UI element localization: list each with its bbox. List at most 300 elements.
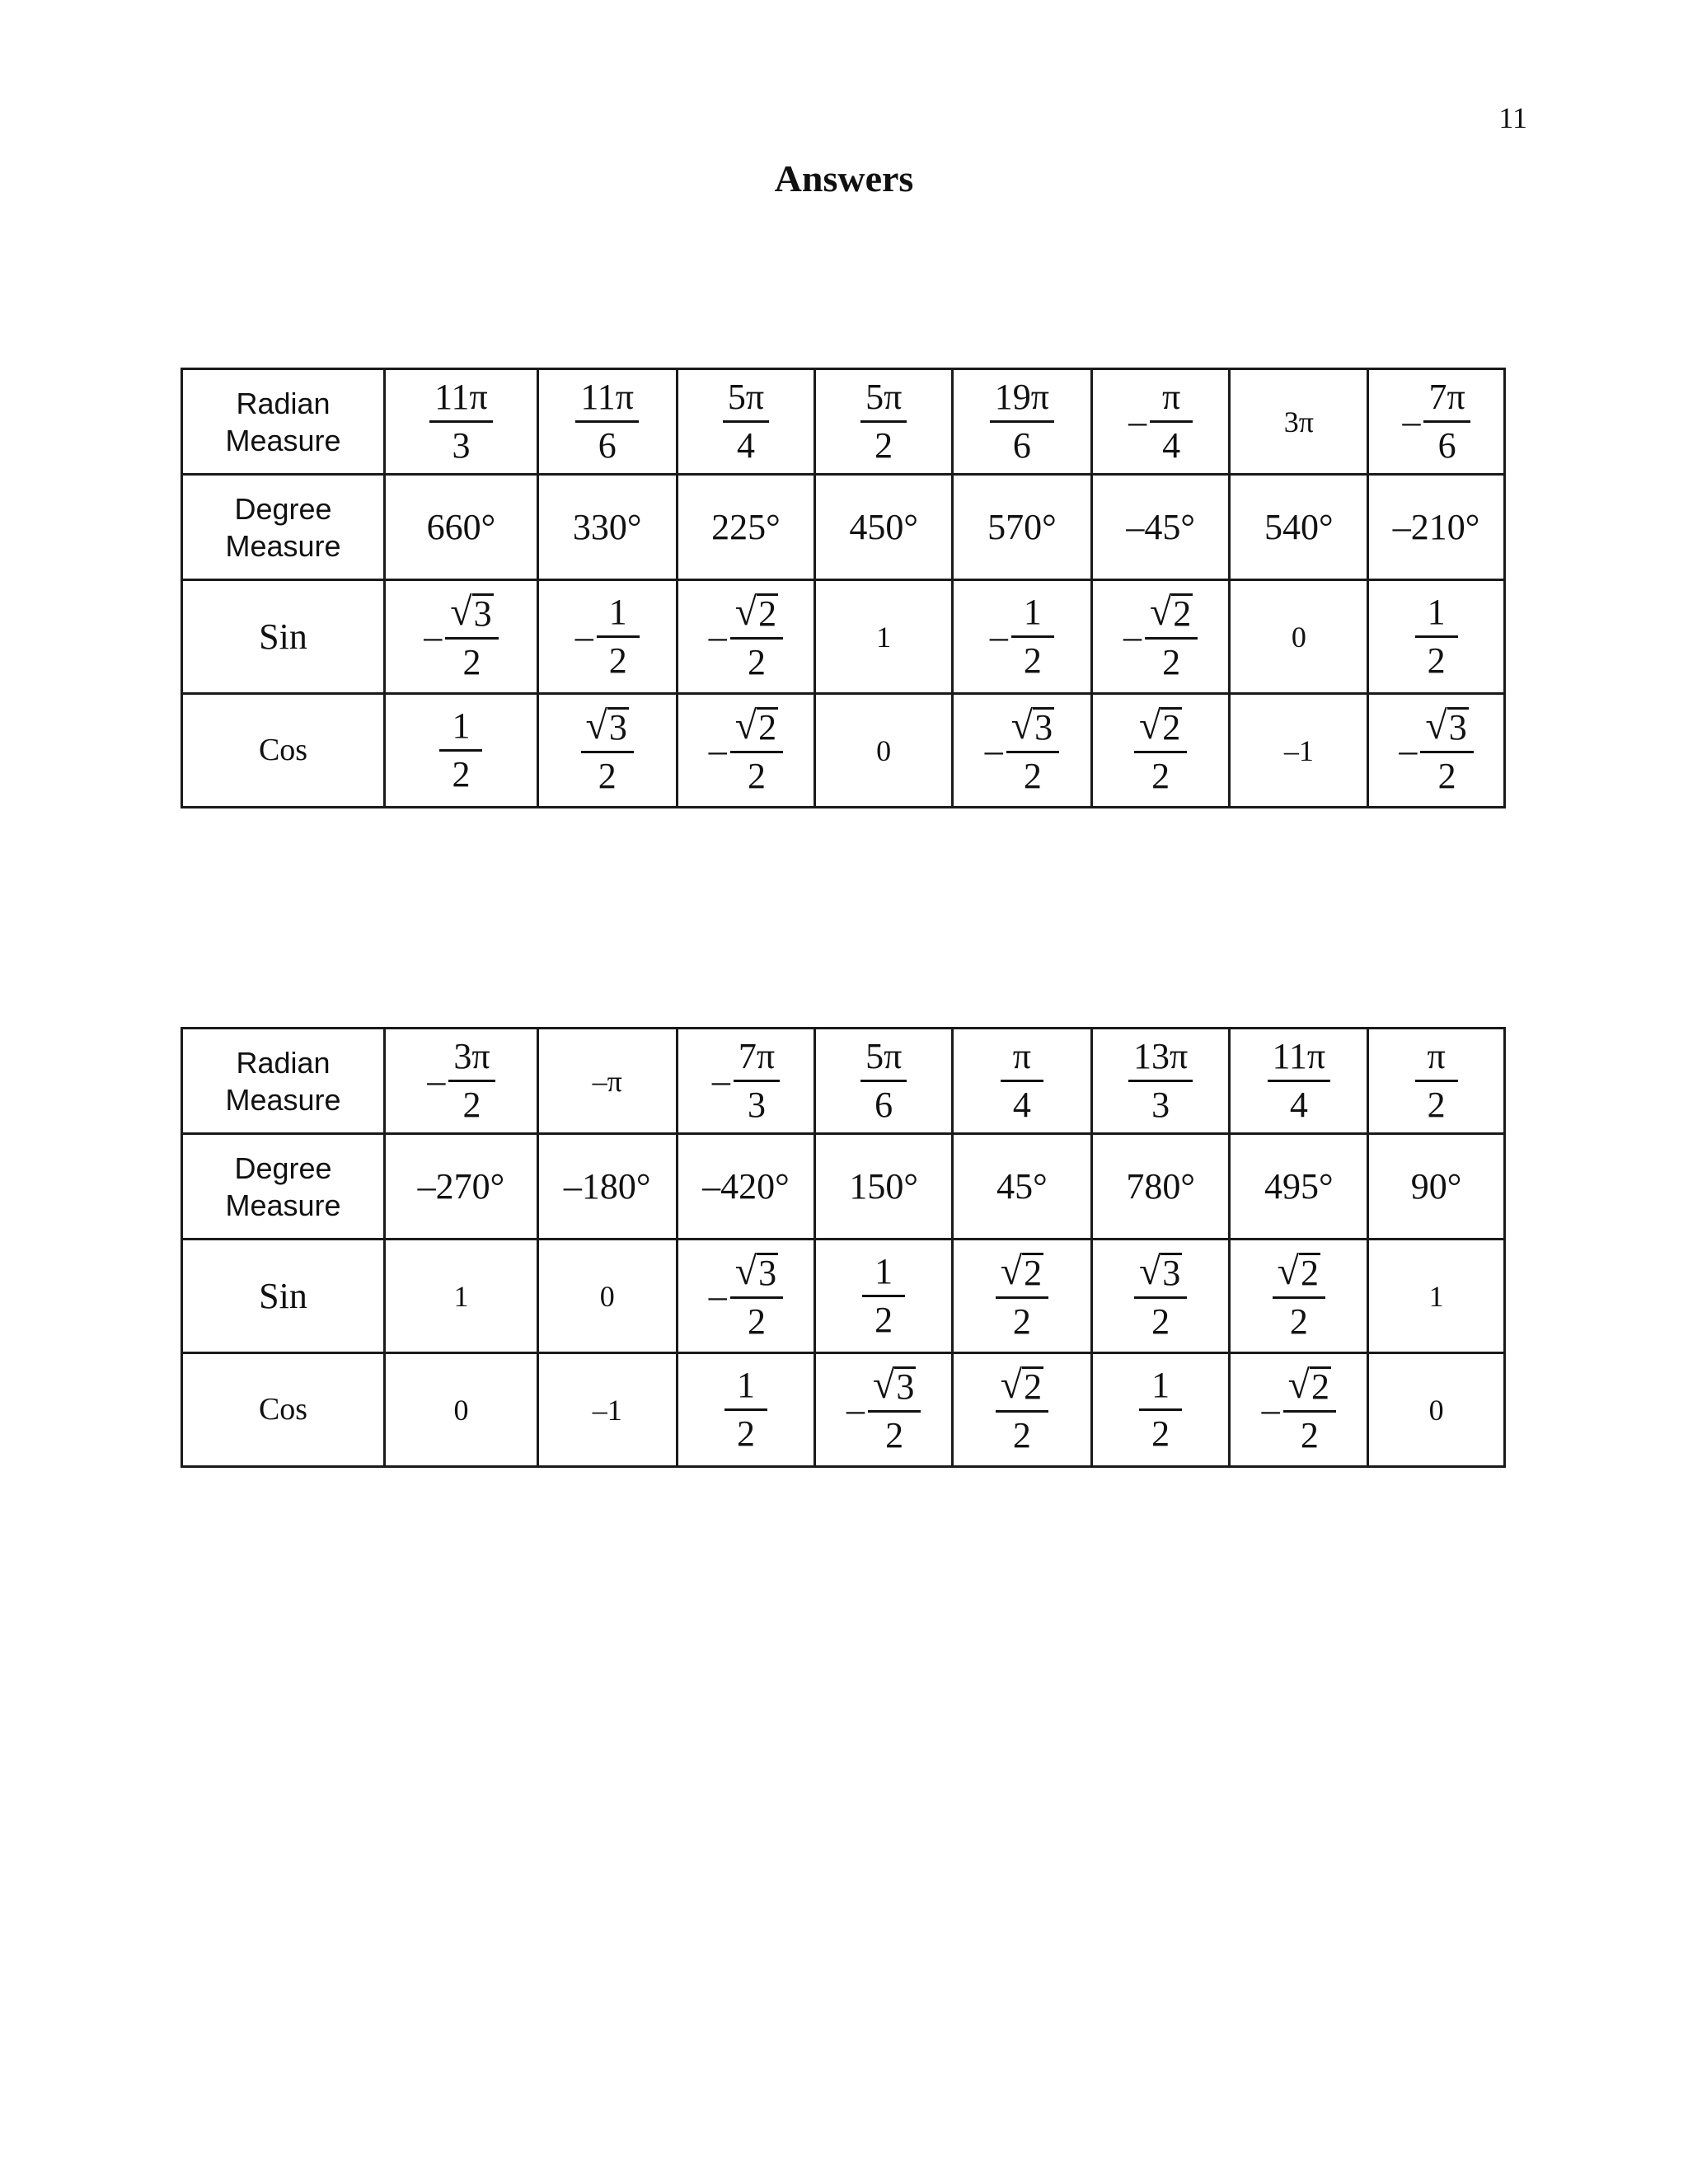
cos-cell [537, 694, 677, 808]
cos-row [182, 1353, 1505, 1467]
radical-icon: √ [734, 704, 757, 748]
fraction [723, 379, 769, 464]
numerator: π [1415, 1038, 1458, 1082]
numerator: π [1150, 379, 1193, 423]
denominator: 2 [1023, 640, 1042, 681]
denominator: 2 [736, 1413, 755, 1454]
radicand: 3 [896, 1366, 915, 1407]
fraction [1415, 594, 1458, 679]
answers-table-1 [181, 368, 1506, 808]
denominator: 2 [608, 640, 627, 681]
radian-cell [677, 369, 815, 475]
degree-row [182, 1134, 1505, 1240]
radian-cell [1368, 1029, 1505, 1134]
degree-cell [385, 475, 538, 580]
sin-cell [1091, 1240, 1230, 1353]
fraction [862, 1251, 905, 1340]
sin-label: Sin [182, 580, 385, 694]
fraction [1423, 379, 1470, 464]
radian-cell [953, 1029, 1092, 1134]
math-value [1001, 1036, 1043, 1125]
radian-cell [815, 369, 953, 475]
math-value [1134, 704, 1187, 796]
sin-cell [1091, 580, 1230, 694]
numerator: 1 [1415, 594, 1458, 638]
degree-cell [537, 475, 677, 580]
cos-cell [815, 1353, 953, 1467]
degree-cell [1091, 1134, 1230, 1240]
sin-cell [677, 1240, 815, 1353]
cos-cell [385, 694, 538, 808]
math-value [1123, 590, 1198, 682]
minus-sign: – [1399, 730, 1418, 771]
sin-cell [1230, 580, 1368, 694]
radicand: 3 [608, 707, 627, 748]
math-value [862, 1251, 905, 1340]
denominator: 2 [874, 1300, 893, 1340]
radicand: 2 [758, 593, 777, 634]
degree-cell [815, 475, 953, 580]
numerator: 1 [724, 1367, 767, 1411]
fraction [1001, 1038, 1043, 1123]
degree-cell [1230, 1134, 1368, 1240]
math-value [439, 705, 482, 794]
numerator [730, 706, 783, 753]
denominator: 4 [1162, 425, 1181, 466]
cos-cell [1091, 694, 1230, 808]
radian-cell [1368, 369, 1505, 475]
math-value: 1 [453, 1279, 469, 1313]
denominator: 2 [1012, 1301, 1031, 1342]
minus-sign: – [708, 730, 727, 771]
numerator [730, 1249, 783, 1299]
radical-icon: √ [1149, 590, 1172, 634]
fraction [1011, 594, 1054, 679]
radian-cell [1230, 369, 1368, 475]
degree-cell [385, 1134, 538, 1240]
cos-cell [1230, 694, 1368, 808]
numerator: 19π [990, 379, 1054, 423]
radicand: 3 [758, 1253, 777, 1293]
fraction [860, 1038, 907, 1123]
denominator: 6 [1012, 425, 1031, 466]
radian-cell [385, 369, 538, 475]
minus-sign: – [1261, 1390, 1280, 1430]
numerator [1134, 706, 1187, 753]
math-value [708, 590, 783, 682]
fraction [1134, 706, 1187, 794]
sin-row [182, 1240, 1505, 1353]
fraction [1150, 379, 1193, 464]
denominator: 4 [736, 425, 755, 466]
fraction [448, 1038, 495, 1123]
numerator [1283, 1363, 1336, 1413]
minus-sign: – [708, 616, 727, 657]
numerator: 13π [1128, 1038, 1193, 1082]
denominator: 4 [1289, 1085, 1308, 1125]
math-value: 0 [876, 733, 892, 767]
radicand: 2 [1024, 1253, 1043, 1293]
math-value: –π [592, 1064, 622, 1098]
radical-icon: √ [873, 1363, 895, 1407]
denominator: 2 [1289, 1301, 1308, 1342]
sin-cell [953, 1240, 1092, 1353]
denominator: 2 [747, 1301, 766, 1342]
numerator [445, 590, 498, 640]
degree-value: –45° [1126, 507, 1195, 547]
degree-value: –210° [1392, 507, 1480, 547]
math-value [1261, 1363, 1336, 1455]
denominator: 2 [1151, 1301, 1170, 1342]
numerator: 5π [860, 379, 907, 423]
radicand: 3 [1448, 707, 1467, 748]
radical-icon: √ [1138, 1249, 1161, 1293]
sin-cell [1368, 580, 1505, 694]
degree-label: Degree Measure [182, 1134, 385, 1240]
fraction [597, 594, 640, 679]
minus-sign: – [1402, 401, 1421, 442]
degree-cell [953, 1134, 1092, 1240]
square-root [1425, 706, 1468, 746]
radical-icon: √ [1425, 704, 1447, 748]
sin-cell [385, 580, 538, 694]
math-value [724, 1365, 767, 1454]
fraction [734, 1038, 780, 1123]
cos-cell [1230, 1353, 1368, 1467]
radicand: 3 [1162, 1253, 1181, 1293]
radian-cell [677, 1029, 815, 1134]
radian-row [182, 369, 1505, 475]
degree-cell [1368, 1134, 1505, 1240]
numerator: 1 [862, 1254, 905, 1297]
square-root [1287, 1363, 1331, 1407]
sin-cell [537, 1240, 677, 1353]
cos-cell [677, 694, 815, 808]
cos-cell [677, 1353, 815, 1467]
degree-value: 45° [996, 1166, 1048, 1207]
denominator: 6 [874, 1085, 893, 1125]
denominator: 2 [1023, 756, 1042, 796]
degree-value: 660° [426, 507, 496, 547]
degree-cell [1091, 475, 1230, 580]
math-value: 0 [1291, 620, 1306, 654]
sin-cell [953, 580, 1092, 694]
denominator: 3 [1151, 1085, 1170, 1125]
math-value [846, 1363, 921, 1455]
cos-label: Cos [182, 1353, 385, 1467]
math-value [1399, 704, 1473, 796]
cos-cell [1368, 694, 1505, 808]
fraction [1283, 1363, 1336, 1455]
square-root [734, 1249, 778, 1293]
numerator: π [1001, 1038, 1043, 1082]
minus-sign: – [427, 1061, 446, 1101]
fraction [1128, 1038, 1193, 1123]
cos-cell [953, 694, 1092, 808]
numerator: 11π [1268, 1038, 1331, 1082]
math-value [1139, 1365, 1182, 1454]
radicand: 2 [1173, 593, 1192, 634]
sin-cell [677, 580, 815, 694]
fraction [868, 1363, 921, 1455]
degree-value: 540° [1264, 507, 1334, 547]
square-root [1138, 1249, 1182, 1293]
math-value [581, 704, 634, 796]
fraction [1145, 590, 1198, 682]
numerator [868, 1363, 921, 1413]
denominator: 2 [452, 754, 471, 794]
denominator: 2 [874, 425, 893, 466]
radicand: 2 [1301, 1253, 1320, 1293]
math-value [1415, 592, 1458, 681]
degree-cell [677, 1134, 815, 1240]
fraction [575, 379, 639, 464]
fraction [990, 379, 1054, 464]
denominator: 2 [1151, 1413, 1170, 1454]
denominator: 2 [1162, 642, 1181, 682]
answers-table-2 [181, 1027, 1506, 1468]
degree-value: 90° [1410, 1166, 1462, 1207]
sin-cell [537, 580, 677, 694]
degree-cell [1230, 475, 1368, 580]
radical-icon: √ [734, 1249, 757, 1293]
cos-cell [815, 694, 953, 808]
degree-cell [677, 475, 815, 580]
denominator: 2 [1012, 1415, 1031, 1455]
square-root [873, 1363, 916, 1407]
square-root [1011, 706, 1054, 746]
numerator [581, 706, 634, 753]
fraction [445, 590, 498, 682]
radian-cell [537, 1029, 677, 1134]
degree-cell [1368, 475, 1505, 580]
math-value [984, 704, 1059, 796]
minus-sign: – [984, 730, 1003, 771]
numerator: 5π [723, 379, 769, 423]
denominator: 2 [747, 642, 766, 682]
fraction [1006, 706, 1059, 794]
fraction [439, 705, 482, 794]
numerator: 1 [439, 708, 482, 752]
denominator: 2 [462, 1085, 481, 1125]
denominator: 2 [1300, 1415, 1319, 1455]
minus-sign: – [1128, 401, 1147, 442]
denominator: 3 [747, 1085, 766, 1125]
fraction [1268, 1038, 1331, 1123]
fraction [1273, 1249, 1325, 1342]
numerator [996, 1363, 1048, 1413]
square-root [735, 706, 778, 746]
numerator [1145, 590, 1198, 640]
minus-sign: – [846, 1390, 865, 1430]
math-value: 1 [1428, 1279, 1444, 1313]
denominator: 2 [598, 756, 617, 796]
numerator [1134, 1249, 1187, 1299]
cos-cell [1091, 1353, 1230, 1467]
cos-cell [953, 1353, 1092, 1467]
math-value: 1 [876, 620, 892, 654]
radical-icon: √ [734, 590, 757, 634]
numerator: 7π [1423, 379, 1470, 423]
page-number: 11 [1498, 101, 1527, 134]
math-value [1273, 1249, 1325, 1342]
math-value [424, 590, 498, 682]
math-value [996, 1363, 1048, 1455]
degree-value: –180° [563, 1166, 651, 1207]
radian-label: Radian Measure [182, 1029, 385, 1134]
numerator [1273, 1249, 1325, 1299]
denominator: 2 [1151, 756, 1170, 796]
cos-label: Cos [182, 694, 385, 808]
numerator: 7π [734, 1038, 780, 1082]
degree-row [182, 475, 1505, 580]
radicand: 2 [1162, 707, 1181, 748]
square-root [1139, 706, 1182, 746]
minus-sign: – [574, 616, 593, 657]
radical-icon: √ [1277, 1249, 1300, 1293]
radicand: 2 [1311, 1366, 1330, 1407]
degree-value: 450° [849, 507, 918, 547]
degree-value: –270° [417, 1166, 505, 1207]
minus-sign: – [1123, 616, 1142, 657]
math-value [996, 1249, 1048, 1342]
minus-sign: – [711, 1061, 730, 1101]
sin-cell [1230, 1240, 1368, 1353]
fraction [730, 1249, 783, 1342]
fraction [429, 379, 493, 464]
denominator: 6 [598, 425, 617, 466]
radian-label: Radian Measure [182, 369, 385, 475]
cos-row [182, 694, 1505, 808]
radian-cell [953, 369, 1092, 475]
math-value [1128, 377, 1193, 466]
degree-value: 495° [1264, 1166, 1334, 1207]
fraction [724, 1367, 767, 1452]
degree-label: Degree Measure [182, 475, 385, 580]
degree-value: 225° [711, 507, 781, 547]
numerator [1420, 706, 1473, 753]
sin-cell [815, 1240, 953, 1353]
cos-cell [385, 1353, 538, 1467]
radicand: 2 [1024, 1366, 1043, 1407]
math-value: –1 [592, 1393, 622, 1427]
sin-cell [385, 1240, 538, 1353]
math-value [989, 592, 1054, 681]
sin-label: Sin [182, 1240, 385, 1353]
fraction [581, 706, 634, 794]
radical-icon: √ [1287, 1363, 1311, 1407]
fraction [996, 1249, 1048, 1342]
denominator: 2 [885, 1415, 904, 1455]
denominator: 3 [452, 425, 471, 466]
numerator: 5π [860, 1038, 907, 1082]
numerator [996, 1249, 1048, 1299]
radical-icon: √ [585, 704, 607, 748]
square-root [1000, 1363, 1043, 1407]
denominator: 2 [1427, 640, 1446, 681]
degree-cell [953, 475, 1092, 580]
radical-icon: √ [450, 590, 472, 634]
radical-icon: √ [1138, 704, 1161, 748]
cos-cell [537, 1353, 677, 1467]
math-value: 3π [1283, 405, 1314, 438]
fraction [996, 1363, 1048, 1455]
page-title: Answers [774, 157, 914, 199]
degree-value: 570° [987, 507, 1057, 547]
minus-sign: – [424, 616, 443, 657]
degree-value: 330° [572, 507, 642, 547]
square-root [586, 706, 629, 746]
radicand: 2 [758, 707, 777, 748]
radical-icon: √ [1000, 1249, 1023, 1293]
fraction [1415, 1038, 1458, 1123]
math-value [1134, 1249, 1187, 1342]
square-root [450, 590, 493, 634]
sin-cell [1368, 1240, 1505, 1353]
radian-cell [1230, 1029, 1368, 1134]
degree-cell [537, 1134, 677, 1240]
fraction [1420, 706, 1473, 794]
fraction [860, 379, 907, 464]
radian-cell [815, 1029, 953, 1134]
sin-cell [815, 580, 953, 694]
degree-value: 150° [849, 1166, 918, 1207]
math-value [708, 704, 783, 796]
math-value [708, 1249, 783, 1342]
denominator: 2 [462, 642, 481, 682]
denominator: 4 [1012, 1085, 1031, 1125]
degree-value: 780° [1126, 1166, 1195, 1207]
degree-cell [815, 1134, 953, 1240]
denominator: 6 [1437, 425, 1456, 466]
numerator: 11π [429, 379, 493, 423]
numerator: 1 [597, 594, 640, 638]
numerator: 1 [1139, 1367, 1182, 1411]
square-root [734, 590, 778, 634]
math-value: 0 [599, 1279, 615, 1313]
fraction [730, 706, 783, 794]
numerator: 3π [448, 1038, 495, 1082]
numerator [1006, 706, 1059, 753]
degree-value: –420° [702, 1166, 790, 1207]
square-root [1149, 590, 1193, 634]
numerator [730, 590, 783, 640]
denominator: 2 [1427, 1085, 1446, 1125]
square-root [1000, 1249, 1043, 1293]
fraction [1134, 1249, 1187, 1342]
square-root [1277, 1249, 1320, 1293]
radical-icon: √ [1000, 1363, 1023, 1407]
minus-sign: – [989, 616, 1008, 657]
radical-icon: √ [1010, 704, 1034, 748]
radian-cell [537, 369, 677, 475]
math-value [1415, 1036, 1458, 1125]
cos-cell [1368, 1353, 1505, 1467]
minus-sign: – [708, 1276, 727, 1316]
math-value [574, 592, 640, 681]
radicand: 3 [1034, 707, 1053, 748]
numerator: 11π [575, 379, 639, 423]
denominator: 2 [747, 756, 766, 796]
fraction [730, 590, 783, 682]
numerator: 1 [1011, 594, 1054, 638]
math-value: 0 [453, 1393, 469, 1427]
denominator: 2 [1437, 756, 1456, 796]
math-value: –1 [1283, 733, 1314, 767]
fraction [1139, 1367, 1182, 1452]
radicand: 3 [473, 593, 492, 634]
radian-cell [1091, 369, 1230, 475]
